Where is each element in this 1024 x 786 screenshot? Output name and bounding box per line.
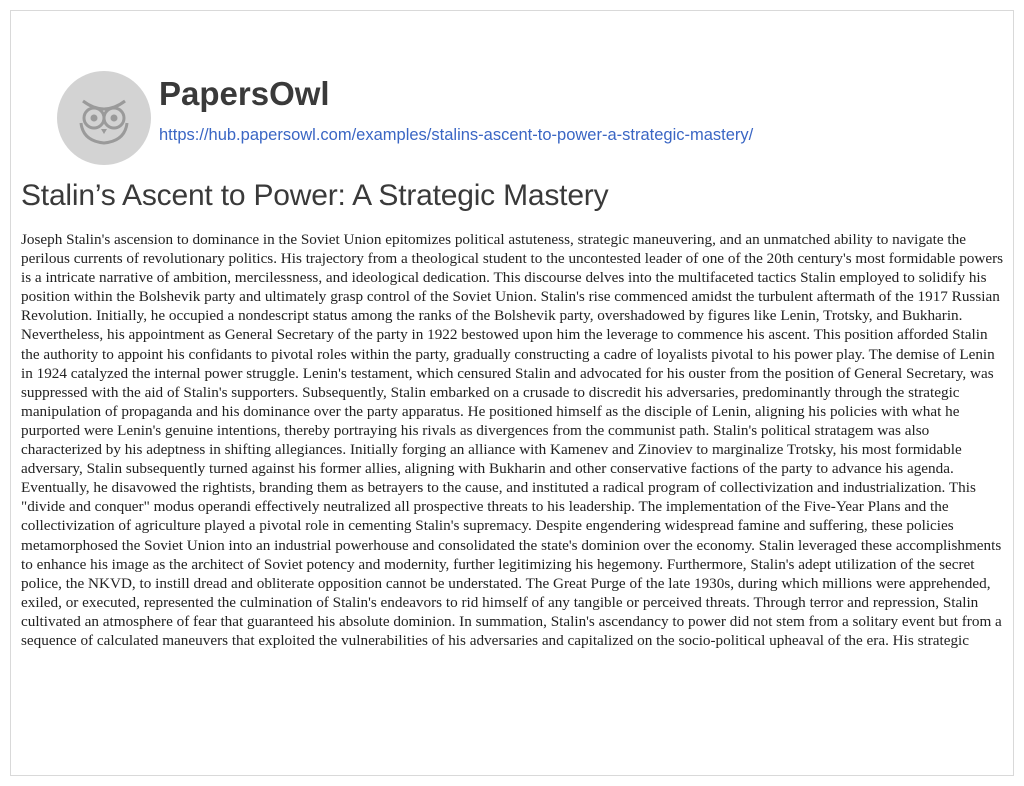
source-url-link[interactable]: https://hub.papersowl.com/examples/stalins-ascent-to-power-a-strategic-mastery/: [159, 126, 754, 144]
brand-name: PapersOwl: [159, 75, 330, 112]
owl-logo: [57, 71, 151, 165]
article-body: Joseph Stalin's ascension to dominance in the Soviet Union epitomizes political astuteness, strategic maneuvering, and an unmatched ability to navigate the perilous currents of revolutionary politics. His trajectory from a theological student to the uncontested leader of one of the 20th century's most formidable powers is a intricate narrative of ambition, mercilessness, and ideological dedication. This discourse delves into the multifaceted tactics Stalin employed to solidify his position within the Bolshevik party and ultimately grasp control of the Soviet Union. Stalin's rise commenced amidst the turbulent aftermath of the 1917 Russian Revolution. Initially, he occupied a nondescript status among the ranks of the Bolshevik party, overshadowed by figures like Lenin, Trotsky, and Bukharin. Nevertheless, his appointment as General Secretary of the party in 1922 bestowed upon him the leverage to commence his ascent. This position afforded Stalin the authority to appoint his confidants to pivotal roles within the party, gradually constructing a cadre of loyalists pivotal to his power play. The demise of Lenin in 1924 catalyzed the internal power struggle. Lenin's testament, which censured Stalin and advocated for his ouster from the position of General Secretary, was suppressed with the aid of Stalin's supporters. Subsequently, Stalin embarked on a crusade to discredit his adversaries, predominantly through the strategic manipulation of propaganda and his dominance over the party apparatus. He positioned himself as the disciple of Lenin, aligning his policies with what he purported were Lenin's genuine intentions, thereby portraying his rivals as divergences from the communist path. Stalin's political stratagem was also characterized by his adeptness in shifting allegiances. Initially forging an alliance with Kamenev and Zinoviev to marginalize Trotsky, his most formidable adversary, Stalin subsequently turned against his former allies, aligning with Bukharin and other conservative factions of the party to advance his agenda. Eventually, he disavowed the rightists, branding them as betrayers to the cause, and instituted a radical program of collectivization and industrialization. This "divide and conquer" modus operandi effectively neutralized all prospective threats to his leadership. The implementation of the Five-Year Plans and the collectivization of agriculture played a pivotal role in cementing Stalin's supremacy. Despite engendering widespread famine and suffering, these policies metamorphosed the Soviet Union into an industrial powerhouse and consolidated the state's dominion over the economy. Stalin leveraged these accomplishments to enhance his image as the architect of Soviet potency and modernity, further legitimizing his hegemony. Furthermore, Stalin's adept utilization of the secret police, the NKVD, to instill dread and obliterate opposition cannot be understated. The Great Purge of the late 1930s, during which millions were apprehended, exiled, or executed, represented the culmination of Stalin's endeavors to rid himself of any tangible or perceived threats. Through terror and repression, Stalin cultivated an atmosphere of fear that guaranteed his absolute dominion. In summation, Stalin's ascendancy to power did not stem from a solitary event but from a sequence of calculated maneuvers that exploited the vulnerabilities of his adversaries and capitalized on the socio-political upheaval of the era. His strategic: [21, 231, 1004, 649]
brand-header: [57, 71, 753, 165]
owl-icon: [73, 87, 135, 149]
document-page: [10, 10, 1014, 776]
article-title: Stalin’s Ascent to Power: A Strategic Mastery: [21, 179, 609, 212]
brand-text: [159, 75, 754, 145]
